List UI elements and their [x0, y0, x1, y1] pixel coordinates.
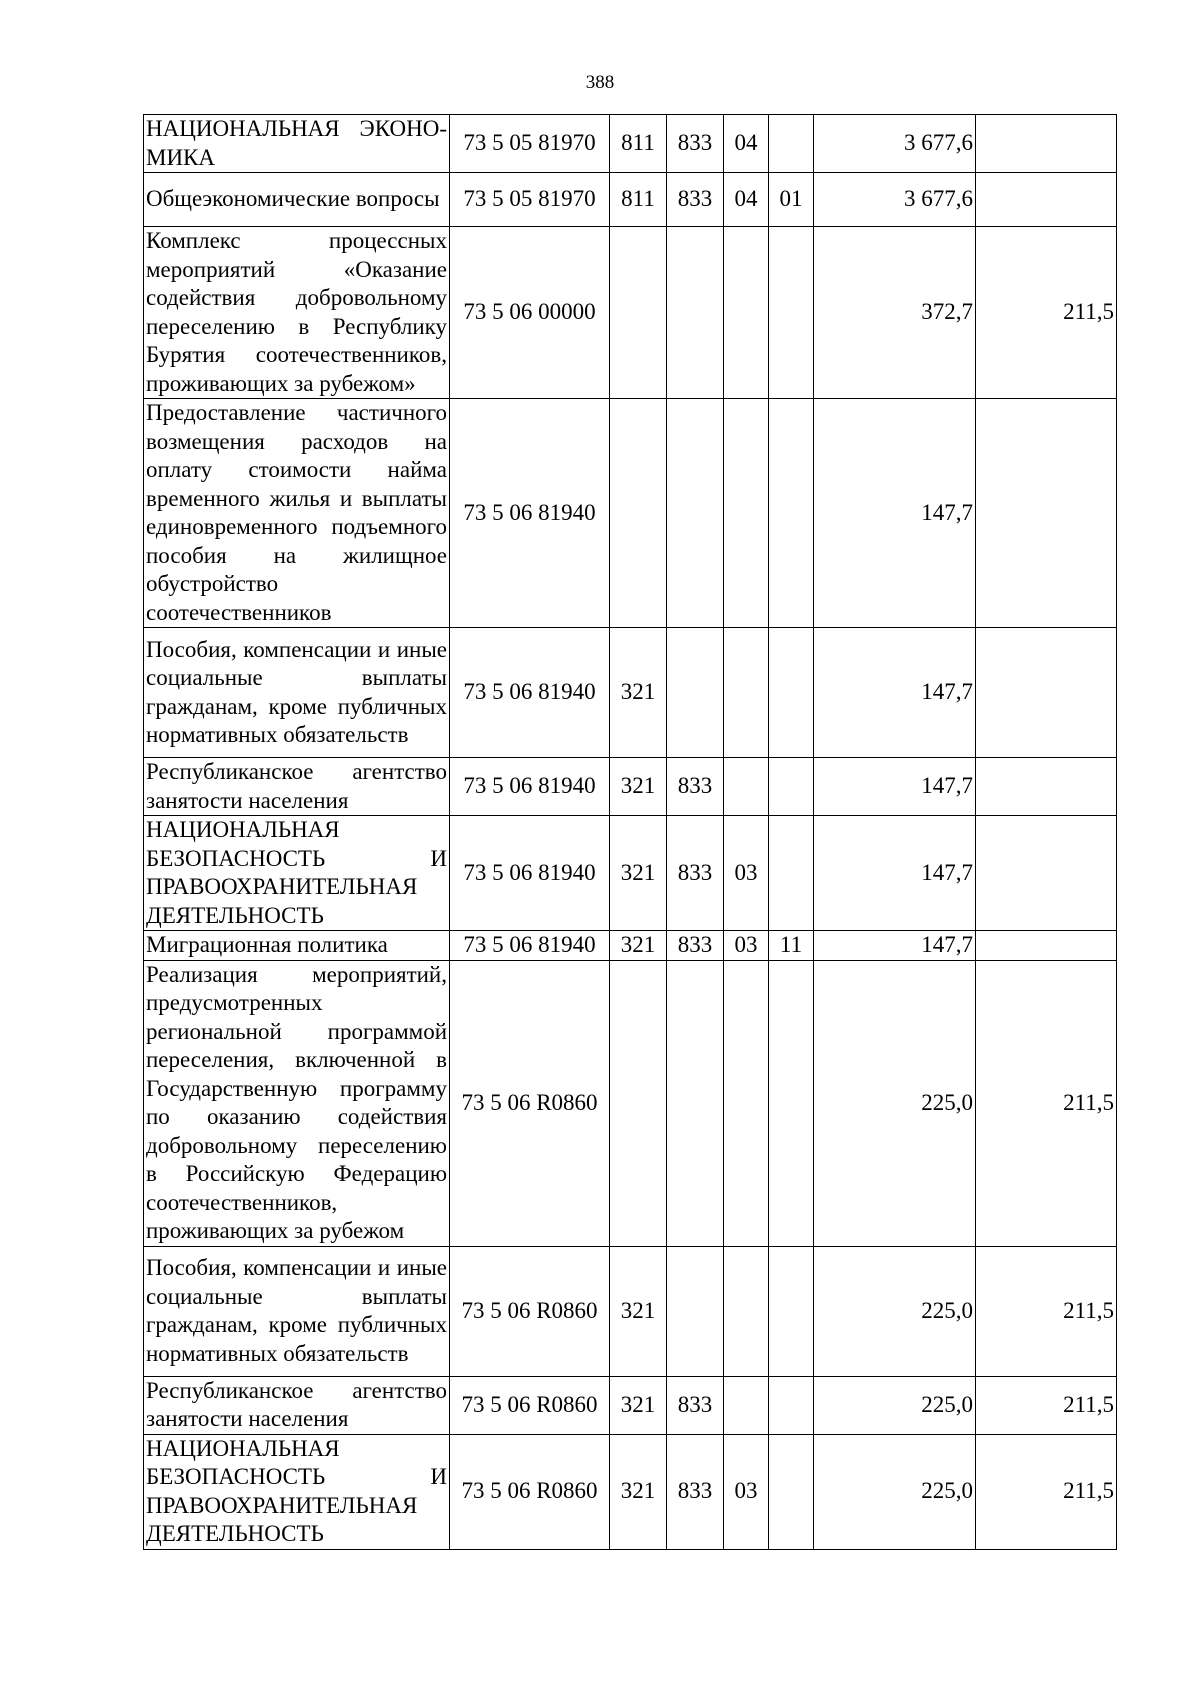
- cell-subsection: [769, 960, 814, 1246]
- cell-target-code: 73 5 06 R0860: [450, 1434, 610, 1549]
- cell-name: НАЦИОНАЛЬНАЯ БЕЗОПАСНОСТЬ И ПРАВООХРАНИТЕЛЬНАЯ ДЕЯТЕЛЬНОСТЬ: [144, 1434, 450, 1549]
- table-row: [144, 399, 1117, 628]
- cell-ministry-code: [667, 1246, 724, 1376]
- cell-amount-federal: 211,5: [976, 1246, 1117, 1376]
- cell-amount: 3 677,6: [814, 173, 976, 227]
- cell-section: [724, 960, 769, 1246]
- cell-section: [724, 758, 769, 816]
- cell-section: [724, 227, 769, 399]
- cell-name: Комплекс процессных мероприятий «Оказание содействия добровольному переселению в Республику Бурятия соотечественников, проживающих за рубежом»: [144, 227, 450, 399]
- cell-subsection: [769, 399, 814, 628]
- table-row: [144, 960, 1117, 1246]
- cell-amount-federal: 211,5: [976, 1434, 1117, 1549]
- cell-ministry-code: [667, 960, 724, 1246]
- cell-ministry-code: 833: [667, 816, 724, 931]
- cell-name: Пособия, компенсации и иные социальные выплаты гражданам, кроме публичных нормативных обязательств: [144, 628, 450, 758]
- cell-subsection: [769, 115, 814, 173]
- cell-expense-type: [610, 227, 667, 399]
- cell-expense-type: 321: [610, 816, 667, 931]
- cell-amount: 225,0: [814, 1434, 976, 1549]
- cell-target-code: 73 5 06 R0860: [450, 1246, 610, 1376]
- cell-subsection: [769, 1376, 814, 1434]
- cell-section: [724, 628, 769, 758]
- cell-amount: 147,7: [814, 931, 976, 961]
- cell-ministry-code: 833: [667, 173, 724, 227]
- cell-target-code: 73 5 06 81940: [450, 399, 610, 628]
- cell-amount: 225,0: [814, 1246, 976, 1376]
- table-row: [144, 816, 1117, 931]
- cell-name: НАЦИОНАЛЬНАЯ ЭКОНО-МИКА: [144, 115, 450, 173]
- table-row: [144, 1246, 1117, 1376]
- cell-amount: 3 677,6: [814, 115, 976, 173]
- cell-section: [724, 1246, 769, 1376]
- cell-section: 03: [724, 931, 769, 961]
- cell-expense-type: 811: [610, 115, 667, 173]
- table-row: [144, 115, 1117, 173]
- cell-amount-federal: 211,5: [976, 227, 1117, 399]
- cell-subsection: [769, 227, 814, 399]
- cell-subsection: [769, 816, 814, 931]
- cell-section: 03: [724, 816, 769, 931]
- cell-target-code: 73 5 06 81940: [450, 758, 610, 816]
- cell-amount: 372,7: [814, 227, 976, 399]
- cell-ministry-code: 833: [667, 115, 724, 173]
- page-number: 388: [585, 72, 615, 93]
- cell-section: 04: [724, 173, 769, 227]
- cell-target-code: 73 5 06 00000: [450, 227, 610, 399]
- table-row: [144, 173, 1117, 227]
- cell-section: 03: [724, 1434, 769, 1549]
- cell-amount: 225,0: [814, 1376, 976, 1434]
- table-row: [144, 931, 1117, 961]
- cell-subsection: [769, 1434, 814, 1549]
- cell-section: [724, 1376, 769, 1434]
- cell-expense-type: 321: [610, 1434, 667, 1549]
- cell-name: Пособия, компенсации и иные социальные выплаты гражданам, кроме публичных нормативных обязательств: [144, 1246, 450, 1376]
- cell-name: Предоставление частичного возмещения расходов на оплату стоимости найма временного жилья и выплаты единовременного подъемного пособия на жилищное обустройство соотечественников: [144, 399, 450, 628]
- cell-target-code: 73 5 06 81940: [450, 628, 610, 758]
- cell-expense-type: [610, 399, 667, 628]
- table-row: [144, 628, 1117, 758]
- cell-ministry-code: [667, 399, 724, 628]
- cell-amount-federal: [976, 758, 1117, 816]
- cell-subsection: [769, 628, 814, 758]
- cell-name: Общеэкономические вопросы: [144, 173, 450, 227]
- cell-amount-federal: [976, 931, 1117, 961]
- table-row: [144, 1434, 1117, 1549]
- cell-subsection: 11: [769, 931, 814, 961]
- cell-amount: 147,7: [814, 758, 976, 816]
- cell-target-code: 73 5 06 81940: [450, 816, 610, 931]
- cell-target-code: 73 5 05 81970: [450, 115, 610, 173]
- cell-subsection: [769, 1246, 814, 1376]
- cell-expense-type: 811: [610, 173, 667, 227]
- cell-expense-type: 321: [610, 758, 667, 816]
- cell-amount: 147,7: [814, 399, 976, 628]
- cell-expense-type: 321: [610, 1376, 667, 1434]
- cell-expense-type: 321: [610, 1246, 667, 1376]
- cell-amount-federal: [976, 628, 1117, 758]
- cell-ministry-code: 833: [667, 931, 724, 961]
- cell-amount-federal: [976, 399, 1117, 628]
- cell-amount: 147,7: [814, 816, 976, 931]
- cell-ministry-code: 833: [667, 1434, 724, 1549]
- cell-section: 04: [724, 115, 769, 173]
- cell-name: НАЦИОНАЛЬНАЯ БЕЗОПАСНОСТЬ И ПРАВООХРАНИТЕЛЬНАЯ ДЕЯТЕЛЬНОСТЬ: [144, 816, 450, 931]
- budget-table: [143, 114, 1117, 1550]
- table-row: [144, 758, 1117, 816]
- cell-expense-type: 321: [610, 628, 667, 758]
- cell-target-code: 73 5 06 81940: [450, 931, 610, 961]
- cell-section: [724, 399, 769, 628]
- cell-amount-federal: [976, 816, 1117, 931]
- cell-ministry-code: [667, 628, 724, 758]
- cell-target-code: 73 5 05 81970: [450, 173, 610, 227]
- cell-ministry-code: 833: [667, 1376, 724, 1434]
- cell-name: Республиканское агентство занятости населения: [144, 1376, 450, 1434]
- cell-name: Республиканское агентство занятости населения: [144, 758, 450, 816]
- cell-subsection: [769, 758, 814, 816]
- cell-target-code: 73 5 06 R0860: [450, 960, 610, 1246]
- table-row: [144, 227, 1117, 399]
- cell-target-code: 73 5 06 R0860: [450, 1376, 610, 1434]
- cell-expense-type: 321: [610, 931, 667, 961]
- cell-amount: 225,0: [814, 960, 976, 1246]
- cell-name: Реализация мероприятий, предусмотренных региональной программой переселения, включенной в Государственную программу по оказанию содействия добровольному переселению в Российскую Федерацию соотечественников, проживающих за рубежом: [144, 960, 450, 1246]
- cell-amount-federal: [976, 115, 1117, 173]
- cell-expense-type: [610, 960, 667, 1246]
- cell-amount-federal: 211,5: [976, 1376, 1117, 1434]
- cell-ministry-code: 833: [667, 758, 724, 816]
- cell-name: Миграционная политика: [144, 931, 450, 961]
- cell-subsection: 01: [769, 173, 814, 227]
- cell-amount: 147,7: [814, 628, 976, 758]
- cell-amount-federal: [976, 173, 1117, 227]
- cell-ministry-code: [667, 227, 724, 399]
- cell-amount-federal: 211,5: [976, 960, 1117, 1246]
- table-row: [144, 1376, 1117, 1434]
